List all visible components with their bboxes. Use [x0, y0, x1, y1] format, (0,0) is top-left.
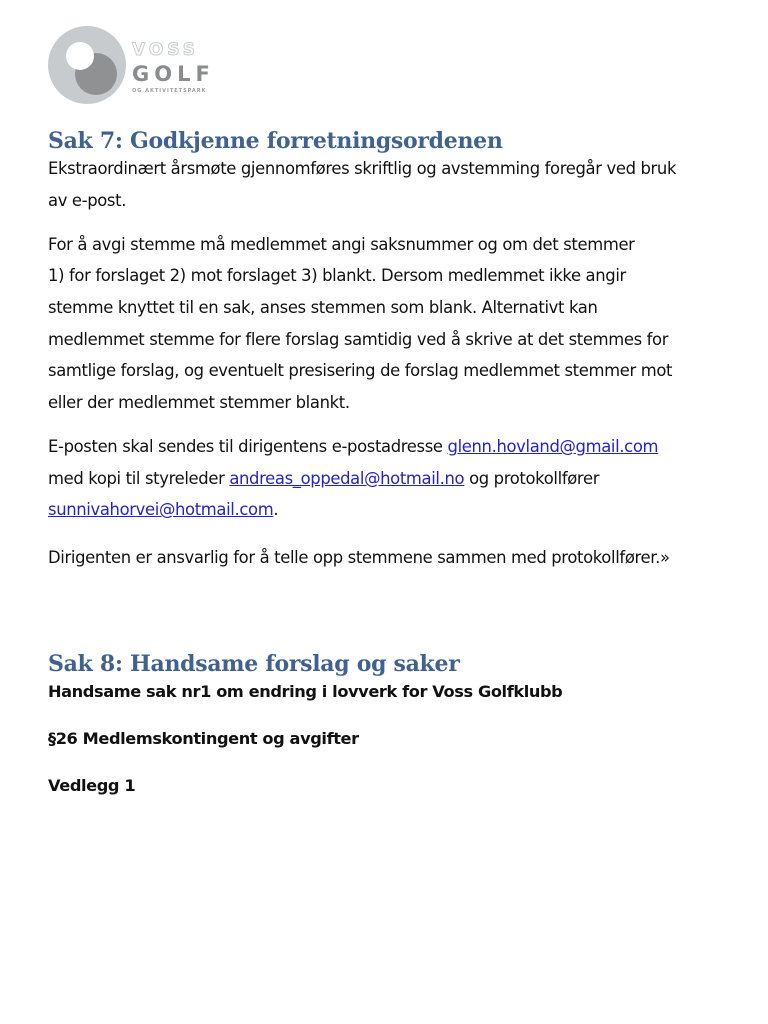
sak7-p2-line: samtlige forslag, og eventuelt presisering de forslag medlemmet stemmer mot: [48, 361, 673, 380]
sak8-subheading: Handsame sak nr1 om endring i lovverk for Voss Golfklubb: [48, 682, 563, 701]
sak8-paragraph-reference: §26 Medlemskontingent og avgifter: [48, 729, 359, 748]
email-link-protokollforer[interactable]: sunnivahorvei@hotmail.com: [48, 500, 274, 519]
logo-circle-icon: [48, 26, 126, 104]
sak7-p3-line2: [48, 469, 599, 488]
sak7-p3-text: E-posten skal sendes til dirigentens e-postadresse: [48, 437, 448, 456]
sak7-p2-line: eller der medlemmet stemmer blankt.: [48, 393, 350, 412]
sak7-p3-line3: [48, 500, 278, 519]
sak8-attachment-label: Vedlegg 1: [48, 776, 136, 795]
sak7-p4-line: Dirigenten er ansvarlig for å telle opp stemmene sammen med protokollfører.»: [48, 548, 670, 567]
logo-text-golf: GOLF: [132, 62, 215, 86]
logo-golf-ball-highlight: [66, 42, 94, 70]
sak7-p2-line: For å avgi stemme må medlemmet angi saksnummer og om det stemmer: [48, 235, 635, 254]
logo-text-voss: VOSS: [132, 40, 200, 60]
sak7-p2-line: 1) for forslaget 2) mot forslaget 3) blankt. Dersom medlemmet ikke angir: [48, 266, 626, 285]
sak7-p2-line: stemme knyttet til en sak, anses stemmen som blank. Alternativt kan: [48, 298, 598, 317]
voss-golf-logo: [48, 24, 218, 106]
sak8-heading: Sak 8: Handsame forslag og saker: [48, 651, 460, 677]
email-link-styreleder[interactable]: andreas_oppedal@hotmail.no: [229, 469, 465, 488]
sak7-p3-line1: [48, 437, 658, 456]
sak7-p3-text: .: [273, 500, 279, 519]
sak7-p1-line: Ekstraordinært årsmøte gjennomføres skriftlig og avstemming foregår ved bruk: [48, 159, 677, 178]
sak7-p3-text: og protokollfører: [464, 469, 600, 488]
logo-subtitle: OG AKTIVITETSPARK: [132, 88, 207, 94]
sak7-heading: Sak 7: Godkjenne forretningsordenen: [48, 128, 503, 154]
email-link-dirigent[interactable]: glenn.hovland@gmail.com: [447, 437, 659, 456]
sak7-p2-line: medlemmet stemme for flere forslag samtidig ved å skrive at det stemmes for: [48, 330, 669, 349]
sak7-p3-text: med kopi til styreleder: [48, 469, 230, 488]
sak7-p1-line: av e-post.: [48, 191, 127, 210]
